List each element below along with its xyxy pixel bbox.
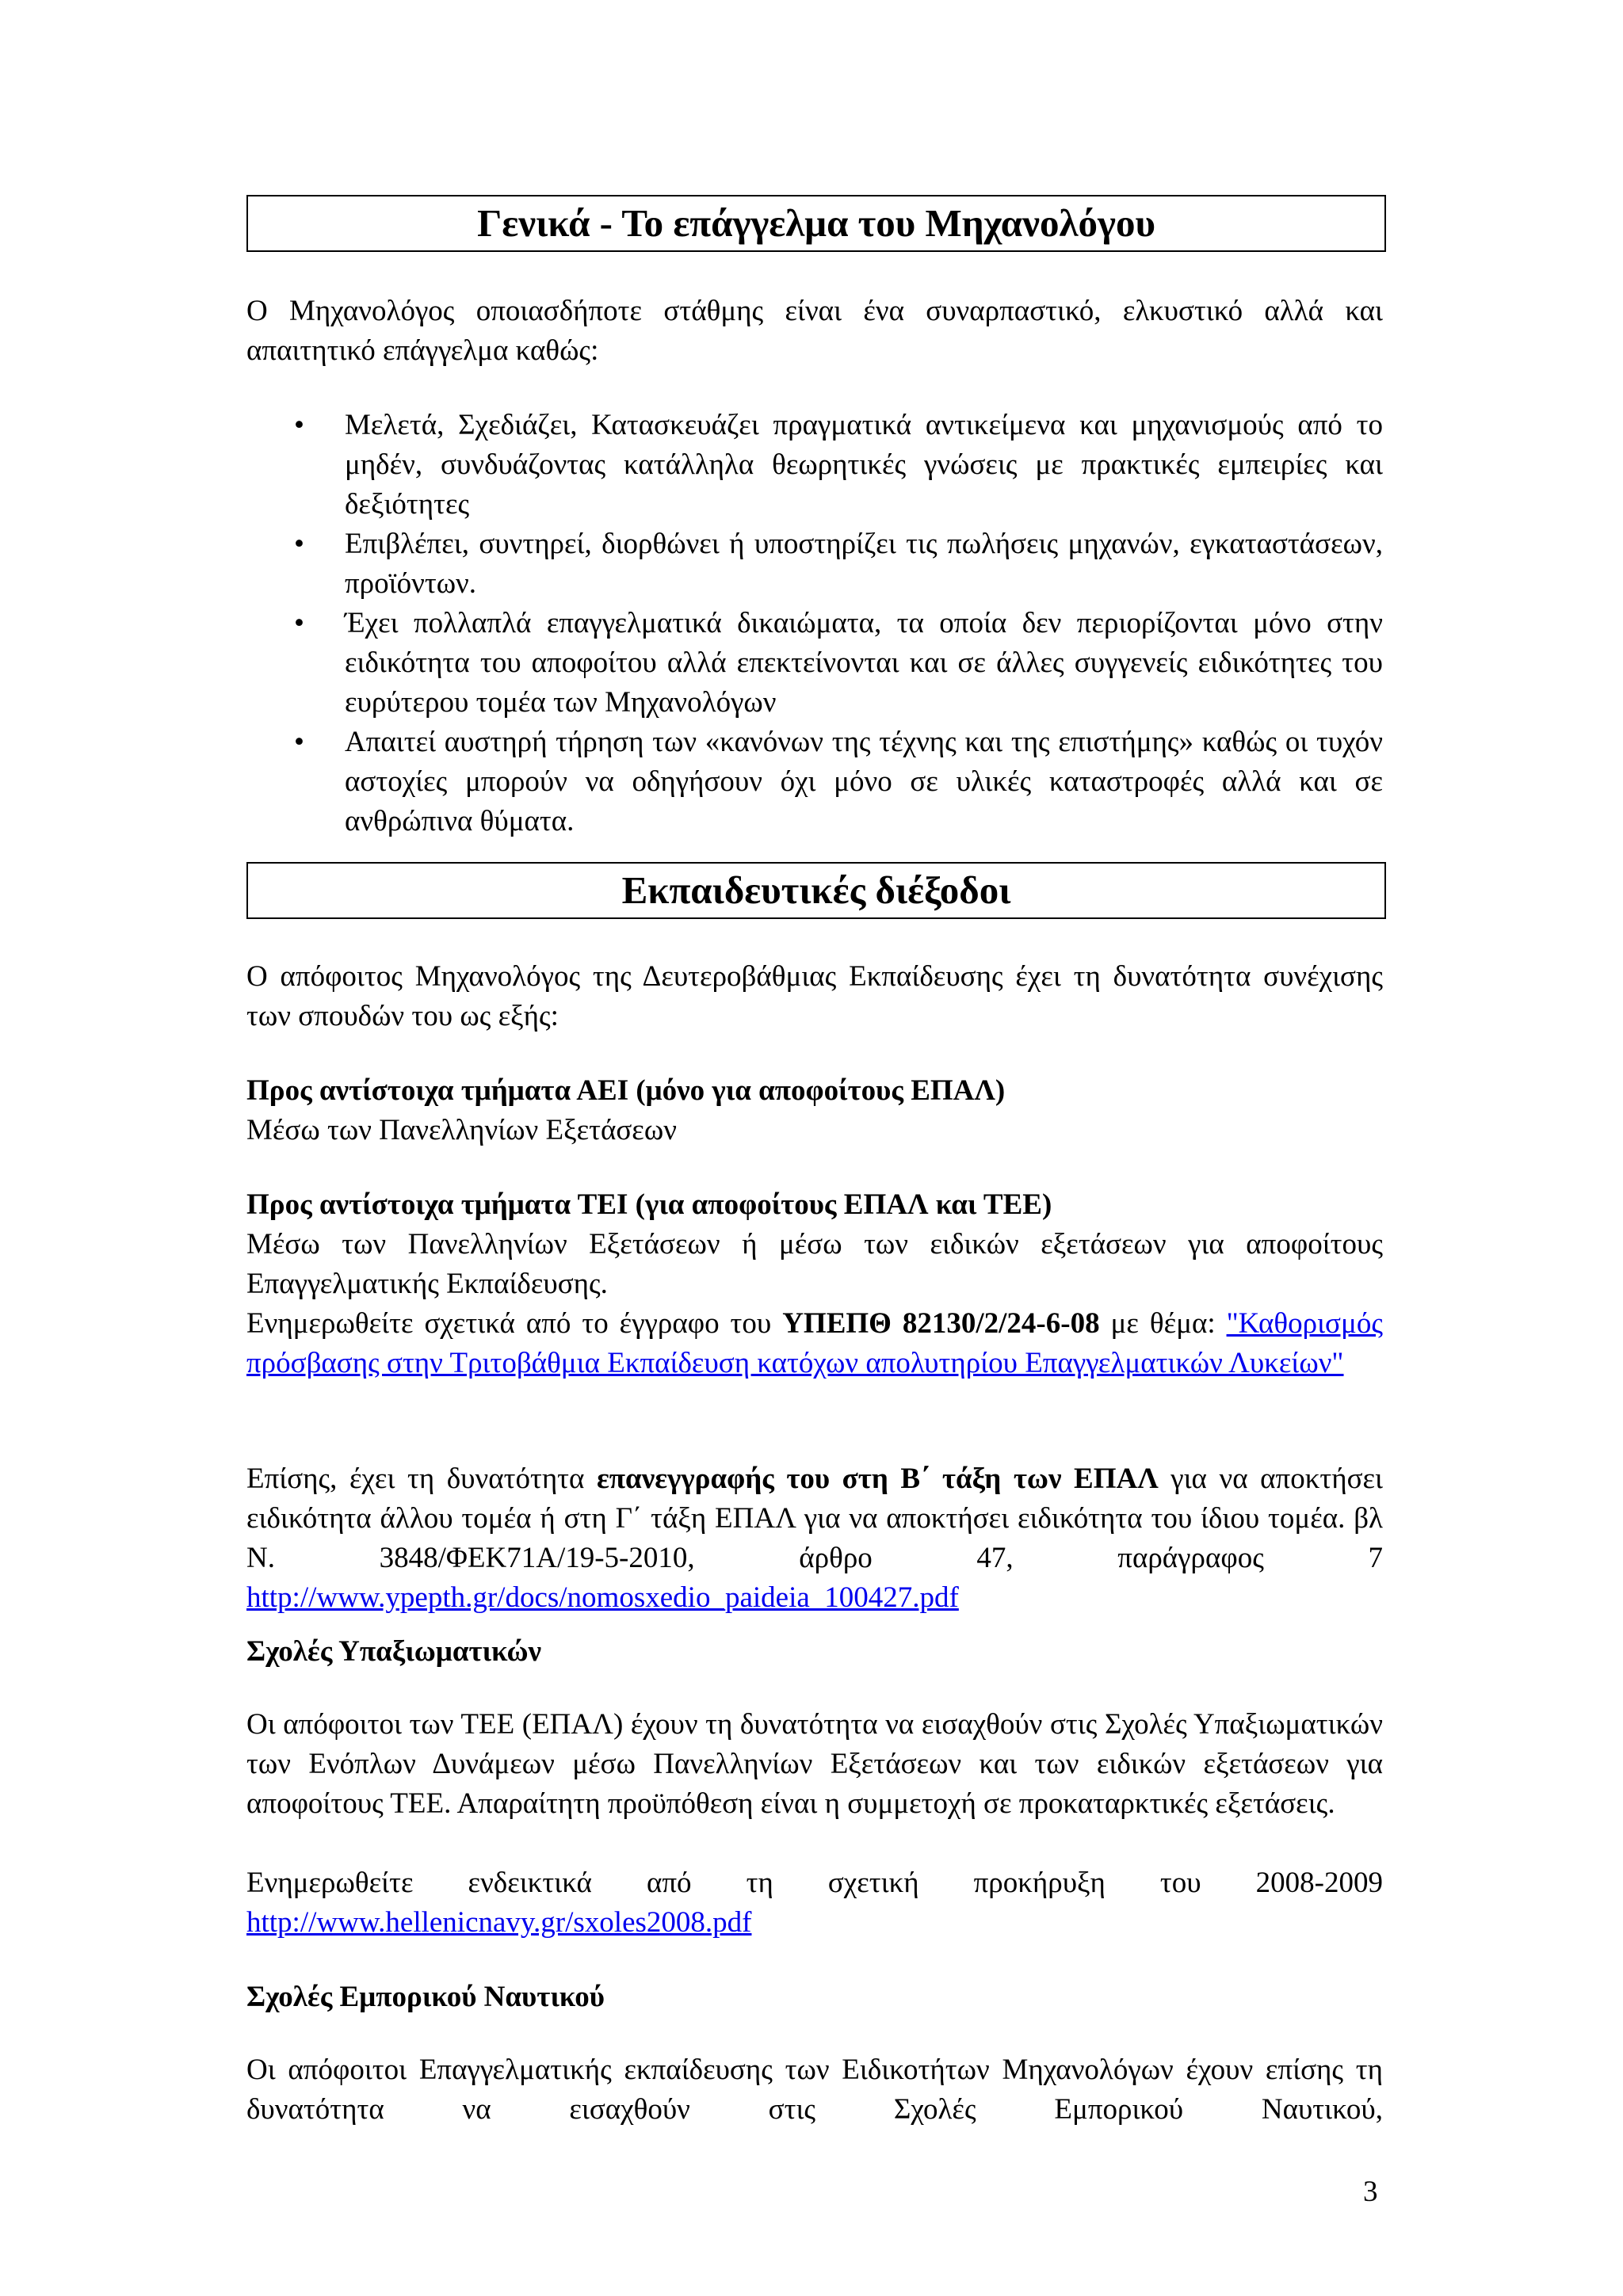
bullet-item: • Μελετά, Σχεδιάζει, Κατασκευάζει πραγματικά αντικείμενα και μηχανισμούς από το μηδέν, συνδυάζοντας κατάλληλα θεωρητικές γνώσεις με πρακτικές εμπειρίες και δεξιότητες: [246, 406, 1383, 524]
merchant-text: Οι απόφοιτοι Επαγγελματικής εκπαίδευσης των Ειδικοτήτων Μηχανολόγων έχουν επίσης τη δυνατότητα να εισαχθούν στις Σχολές Εμπορικού Ναυτικού,: [246, 2054, 1383, 2126]
bullet-dot: •: [294, 726, 304, 758]
hellenicnavy-link[interactable]: http://www.hellenicnavy.gr/sxoles2008.pdf: [246, 1906, 752, 1939]
tei-text: Μέσω των Πανελληνίων Εξετάσεων ή μέσω των ειδικών εξετάσεων για αποφοίτους Επαγγελματικής Εκπαίδευσης.: [246, 1228, 1383, 1300]
ypepth-law-link[interactable]: http://www.ypepth.gr/docs/nomosxedio_paideia_100427.pdf: [246, 1581, 959, 1614]
aei-heading: Προς αντίστοιχα τμήματα ΑΕΙ (μόνο για αποφοίτους ΕΠΑΛ): [246, 1074, 1006, 1107]
reenroll-paragraph: Επίσης, έχει τη δυνατότητα επανεγγραφής του στη Β΄ τάξη των ΕΠΑΛ για να αποκτήσει ειδικότητα άλλου τομέα ή στη Γ΄ τάξη ΕΠΑΛ για να αποκτήσει ειδικότητα του ίδιου τομέα. βλ Ν. 3848/ΦΕΚ71Α/19-5-2010, άρθρο 47, παράγραφος 7 http://www.ypepth.gr/docs/nomosxedio_paideia_100427.pdf: [246, 1463, 1384, 1614]
bullet-item: • Απαιτεί αυστηρή τήρηση των «κανόνων της τέχνης και της επιστήμης» καθώς οι τυχόν αστοχίες μπορούν να οδηγήσουν όχι μόνο σε υλικές καταστροφές αλλά και σε ανθρώπινα θύματα.: [246, 723, 1383, 841]
aei-text: Μέσω των Πανελληνίων Εξετάσεων: [246, 1114, 677, 1146]
bullet-item: • Έχει πολλαπλά επαγγελματικά δικαιώματα, τα οποία δεν περιορίζονται μόνο στην ειδικότητα του αποφοίτου αλλά επεκτείνονται και σε άλλες συγγενείς ειδικότητες του ευρύτερου τομέα των Μηχανολόγων: [246, 604, 1383, 723]
ypepth-document-ref: ΥΠΕΠΘ 82130/2/24-6-08: [782, 1307, 1100, 1340]
tei-access-link[interactable]: "Καθορισμός πρόσβασης στην Τριτοβάθμια Εκπαίδευση κατόχων απολυτηρίου Επαγγελματικών Λυκείων": [246, 1307, 1383, 1379]
officers-heading: Σχολές Υπαξιωματικών: [246, 1635, 542, 1668]
tei-inform: Ενημερωθείτε σχετικά από το έγγραφο του ΥΠΕΠΘ 82130/2/24-6-08 με θέμα: "Καθορισμός πρόσβασης στην Τριτοβάθμια Εκπαίδευση κατόχων απολυτηρίου Επαγγελματικών Λυκείων": [246, 1307, 1383, 1379]
profession-bullet-list: [246, 406, 1383, 841]
merchant-heading: Σχολές Εμπορικού Ναυτικού: [246, 1981, 605, 2013]
officers-text: Οι απόφοιτοι των ΤΕΕ (ΕΠΑΛ) έχουν τη δυνατότητα να εισαχθούν στις Σχολές Υπαξιωματικών των Ενόπλων Δυνάμεων μέσω Πανελληνίων Εξετάσεων και των ειδικών εξετάσεων για αποφοίτους ΤΕΕ. Απαραίτητη προϋπόθεση είναι η συμμετοχή σε προκαταρκτικές εξετάσεις.: [246, 1708, 1383, 1820]
reenroll-bold: επανεγγραφής του στη Β΄ τάξη των ΕΠΑΛ: [596, 1463, 1159, 1495]
officers-inform: Ενημερωθείτε ενδεικτικά από τη σχετική προκήρυξη του 2008-2009: [246, 1867, 1383, 1899]
bullet-dot: •: [294, 409, 304, 441]
officers-link-line: [246, 1903, 1383, 1943]
section-title-education: Εκπαιδευτικές διέξοδοι: [246, 862, 1386, 919]
tei-heading: Προς αντίστοιχα τμήματα ΤΕΙ (για αποφοίτους ΕΠΑΛ και ΤΕΕ): [246, 1188, 1052, 1221]
bullet-dot: •: [294, 607, 304, 639]
section-title-general: Γενικά - Το επάγγελμα του Μηχανολόγου: [246, 195, 1386, 252]
education-intro: Ο απόφοιτος Μηχανολόγος της Δευτεροβάθμιας Εκπαίδευσης έχει τη δυνατότητα συνέχισης των σπουδών του ως εξής:: [246, 960, 1383, 1032]
bullet-dot: •: [294, 528, 304, 560]
page-number: 3: [1363, 2176, 1378, 2208]
bullet-item: • Επιβλέπει, συντηρεί, διορθώνει ή υποστηρίζει τις πωλήσεις μηχανών, εγκαταστάσεων, προϊόντων.: [246, 524, 1383, 604]
general-intro: Ο Μηχανολόγος οποιασδήποτε στάθμης είναι ένα συναρπαστικό, ελκυστικό αλλά και απαιτητικό επάγγελμα καθώς:: [246, 295, 1383, 367]
